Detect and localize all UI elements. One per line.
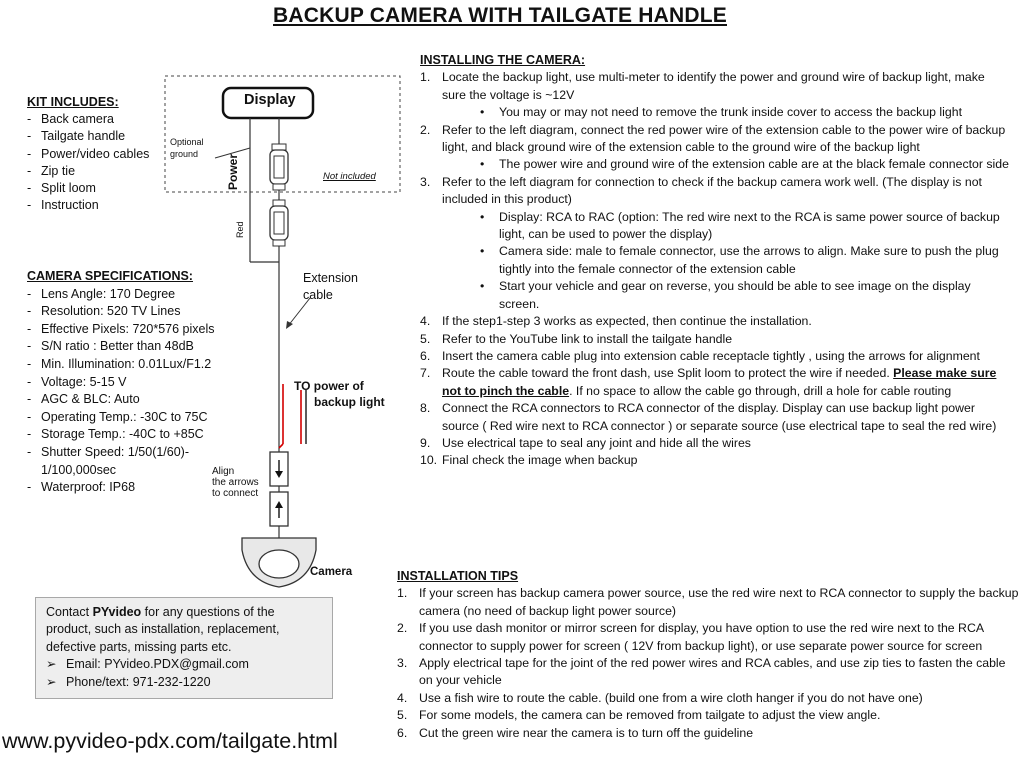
contact-box [35, 597, 333, 699]
tip-text: If your screen has backup camera power source, use the red wire next to RCA connector to supply the backup camera (no need of backup light power source) [419, 586, 1019, 618]
to-power-label [294, 378, 385, 410]
email-text: Email: PYvideo.PDX@gmail.com [66, 657, 249, 672]
step-number: 6. [420, 348, 431, 363]
wiring-diagram [160, 72, 410, 592]
contact-suffix: for any questions of the product, such as installation, replacement, defective parts, missing parts etc. [46, 605, 280, 654]
arrow-bullet-icon: ➢ [46, 657, 57, 672]
align-line: to connect [212, 488, 259, 499]
power-label: Power [226, 153, 240, 190]
tip-text: Apply electrical tape for the joint of the red power wires and RCA cables, and use zip ties to fasten the cable on your vehicle [419, 656, 1006, 688]
tip-text: For some models, the camera can be removed from tailgate to adjust the view angle. [419, 708, 881, 723]
arrow-bullet-icon: ➢ [46, 674, 57, 689]
spec-item: - Storage Temp.: -40C to +85C [27, 426, 267, 444]
tip-text: If you use dash monitor or mirror screen for display, you have option to use the red wire next to the RCA connector to supply power for screen ( 12V from backup light), or use separate power source for screen [419, 621, 984, 653]
display-label: Display [244, 92, 296, 108]
spec-item: - Voltage: 5-15 V [27, 374, 267, 392]
install-step [420, 122, 1010, 174]
optional-ground-line: Optional [170, 137, 204, 147]
step-text: Locate the backup light, use multi-meter to identify the power and ground wire of backup light, make sure the voltage is ~12V [442, 70, 985, 102]
rca-connector-bottom-icon [270, 200, 288, 246]
step-number: 3. [420, 174, 431, 189]
optional-ground-line: ground [170, 149, 199, 159]
contact-intro [46, 604, 322, 656]
tip-number: 6. [397, 725, 408, 740]
tip-number: 1. [397, 586, 408, 601]
red-label: Red [235, 221, 245, 238]
step-text: Final check the image when backup [442, 453, 638, 468]
installation-tips-section [397, 568, 1022, 742]
install-step [420, 313, 1010, 330]
install-step [420, 400, 1010, 435]
camera-label: Camera [310, 566, 353, 578]
step-bullet: • Start your vehicle and gear on reverse, you should be able to see image on the display screen. [480, 278, 1010, 313]
rca-connector-top-icon [270, 144, 288, 190]
install-step [420, 348, 1010, 365]
install-steps [420, 69, 1010, 469]
specs-heading: CAMERA SPECIFICATIONS: [27, 269, 193, 283]
tip-text: Use a fish wire to route the cable. (build one from a wire cloth hanger if you do not have one) [419, 690, 923, 705]
step-number: 10. [420, 453, 438, 468]
website-url[interactable]: www.pyvideo-pdx.com/tailgate.html [2, 729, 338, 753]
install-step [420, 331, 1010, 348]
installing-section [420, 52, 1010, 470]
step-bullet: • Display: RCA to RAC (option: The red wire next to the RCA is same power source of backup light, can be used to power the display) [480, 209, 1010, 244]
tip-number: 2. [397, 621, 408, 636]
align-line: the arrows [212, 477, 259, 488]
step-number: 7. [420, 366, 431, 381]
tip-item [397, 690, 1022, 707]
step-text: Insert the camera cable plug into extension cable receptacle tightly , using the arrows for alignment [442, 348, 980, 363]
extension-cable-label [303, 270, 358, 304]
tip-number: 4. [397, 690, 408, 705]
extension-cable-line: cable [303, 288, 333, 302]
to-power-line: backup light [314, 395, 385, 409]
kit-item: - Tailgate handle [27, 128, 149, 145]
step-text: Refer to the YouTube link to install the tailgate handle [442, 331, 733, 346]
red-power-wire-end [279, 444, 283, 448]
spec-item: - Resolution: 520 TV Lines [27, 303, 267, 321]
tips-list [397, 585, 1022, 742]
kit-item: - Back camera [27, 111, 149, 128]
camera-icon [242, 538, 316, 587]
tips-heading: INSTALLATION TIPS [397, 569, 519, 583]
spec-item: - Shutter Speed: 1/50(1/60)- [27, 444, 267, 462]
install-step [420, 435, 1010, 452]
spec-item: - Min. Illumination: 0.01Lux/F1.2 [27, 356, 267, 374]
step-number: 9. [420, 435, 431, 450]
step-text: Route the cable toward the front dash, use Split loom to protect the wire if needed. [442, 366, 894, 381]
not-included-label: Not included [323, 171, 376, 182]
step-text: Refer to the left diagram for connection to check if the backup camera work well. (The display is not included in this product) [442, 174, 982, 207]
step-text: Refer to the left diagram, connect the red power wire of the extension cable to the power wire of backup light, and black ground wire of the extension cable to the ground wire of the backup light [442, 122, 1006, 155]
step-bullet: • The power wire and ground wire of the extension cable are at the black female connector side [480, 156, 1010, 173]
step-text: . If no space to allow the cable go through, drill a hole for cable routing [569, 383, 952, 398]
page-title: BACKUP CAMERA WITH TAILGATE HANDLE [273, 4, 727, 27]
align-label [212, 466, 259, 499]
step-bullet: • Camera side: male to female connector, use the arrows to align. Make sure to push the plug tightly into the female connector of the extension cable [480, 243, 1010, 278]
tip-text: Cut the green wire near the camera is to turn off the guideline [419, 725, 754, 740]
step-number: 1. [420, 70, 431, 85]
contact-prefix: Contact [46, 605, 93, 619]
tip-item [397, 707, 1022, 724]
contact-phone[interactable] [46, 674, 322, 691]
tip-item [397, 725, 1022, 742]
kit-includes-section [27, 94, 149, 214]
install-step [420, 174, 1010, 313]
spec-item: - Waterproof: IP68 [27, 479, 267, 497]
kit-item: - Split loom [27, 180, 149, 197]
step-text: Use electrical tape to seal any joint and hide all the wires [442, 435, 751, 450]
kit-item: - Instruction [27, 197, 149, 214]
to-power-line: TO power of [294, 379, 364, 393]
kit-list [27, 111, 149, 214]
align-line: Align [212, 466, 235, 477]
kit-item: - Zip tie [27, 163, 149, 180]
phone-text: Phone/text: 971-232-1220 [66, 674, 211, 689]
step-number: 2. [420, 122, 431, 137]
spec-item: - Effective Pixels: 720*576 pixels [27, 321, 267, 339]
install-step [420, 365, 1010, 400]
spec-continuation-text: 1/100,000sec [41, 462, 117, 477]
step-text: Connect the RCA connectors to RCA connector of the display. Display can use backup light power source ( Red wire next to RCA connector ) or separate source (use electrical tape to seal the red wire) [442, 401, 997, 433]
install-step [420, 452, 1010, 469]
step-number: 5. [420, 331, 431, 346]
step-number: 8. [420, 401, 431, 416]
install-step [420, 69, 1010, 121]
brand-name: PYvideo [92, 605, 142, 619]
spec-item: - Lens Angle: 170 Degree [27, 286, 267, 304]
step-bullet: • You may or may not need to remove the trunk inside cover to access the backup light [480, 104, 1010, 121]
step-number: 4. [420, 314, 431, 329]
tip-number: 3. [397, 656, 408, 671]
tip-item [397, 655, 1022, 690]
step-text: If the step1-step 3 works as expected, then continue the installation. [442, 314, 812, 329]
spec-item: - S/N ratio : Better than 48dB [27, 338, 267, 356]
kit-item: - Power/video cables [27, 146, 149, 163]
optional-ground-label [170, 136, 204, 160]
kit-heading: KIT INCLUDES: [27, 95, 119, 109]
spec-item: - Operating Temp.: -30C to 75C [27, 409, 267, 427]
tip-item [397, 585, 1022, 620]
spec-item: - AGC & BLC: Auto [27, 391, 267, 409]
step-emphasis: Please make sure not to pinch the cable [442, 366, 997, 398]
tip-item [397, 620, 1022, 655]
extension-cable-line: Extension [303, 271, 358, 285]
tip-number: 5. [397, 708, 408, 723]
install-heading: INSTALLING THE CAMERA: [420, 53, 586, 67]
contact-email[interactable] [46, 656, 322, 673]
extension-pointer-arrowhead-icon [286, 321, 293, 329]
